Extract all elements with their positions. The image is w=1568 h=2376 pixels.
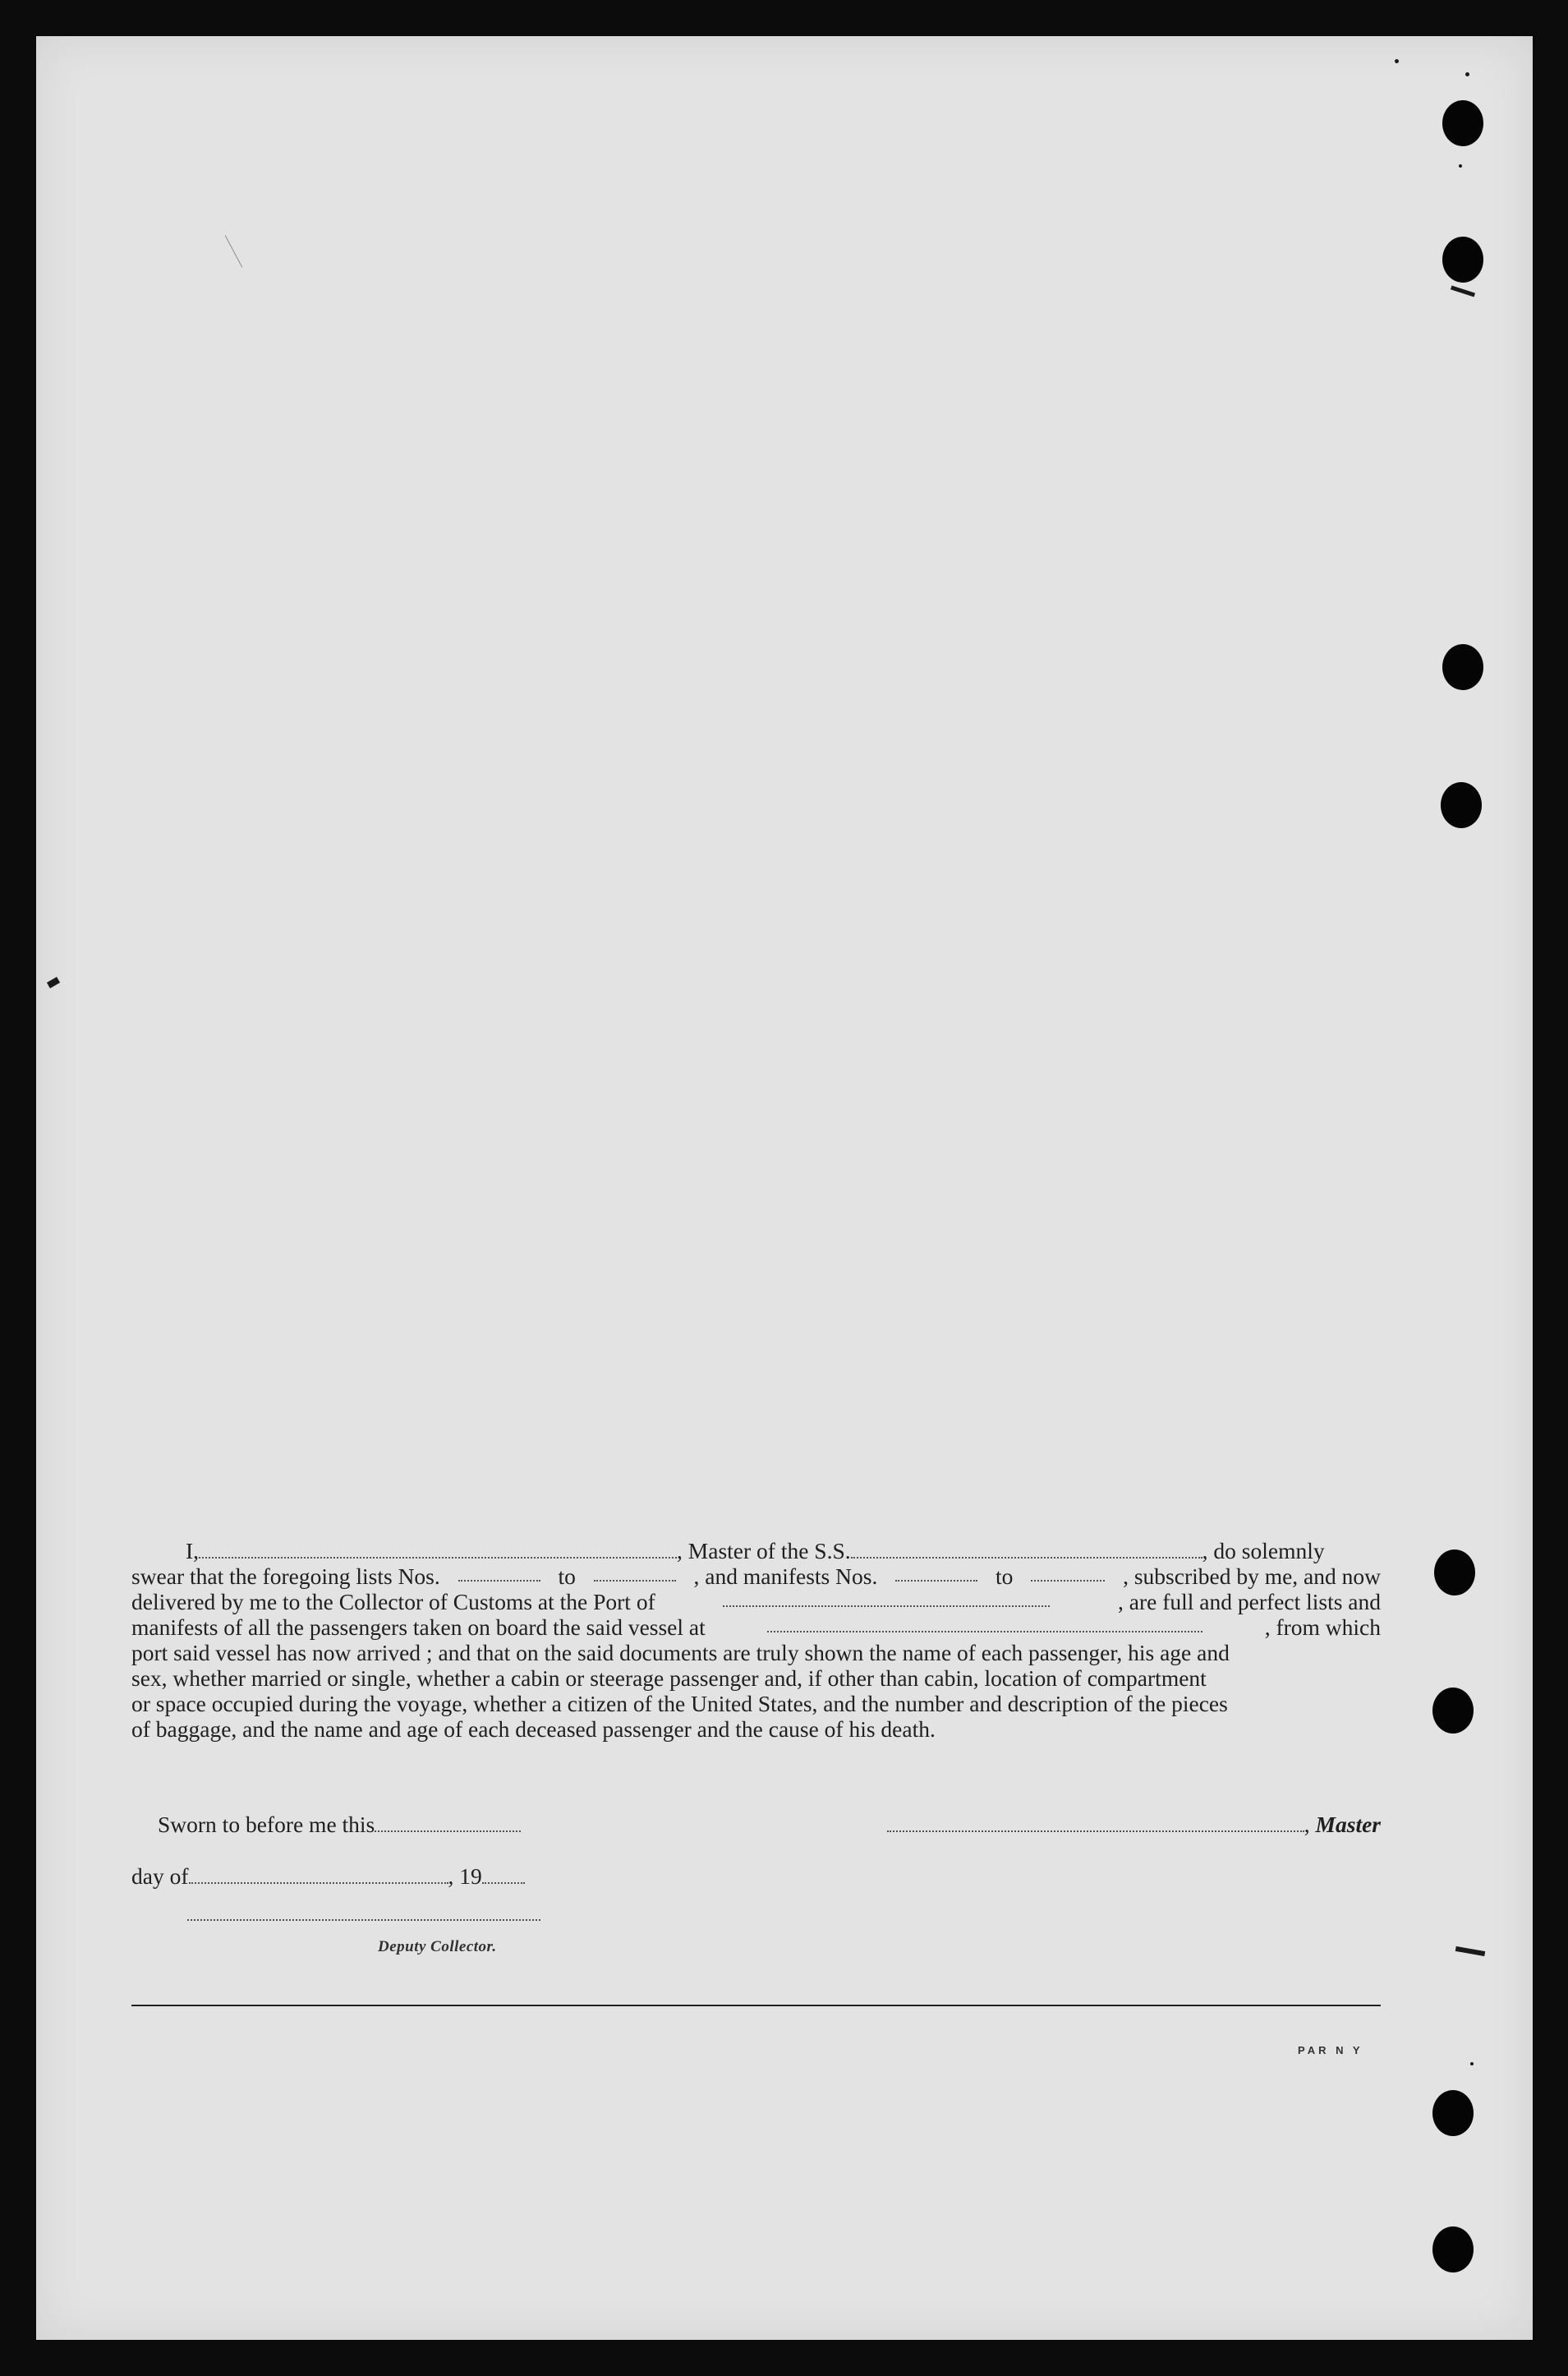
year-label: , 19 <box>448 1863 482 1889</box>
oath-text: , from which <box>1264 1614 1381 1640</box>
punch-hole <box>1442 644 1483 690</box>
oath-text: port said vessel has now arrived ; and that on the said documents are truly shown the name of each passenger, his age and <box>131 1640 1230 1665</box>
form-sheet <box>36 36 1533 2340</box>
list-to-blank <box>594 1563 676 1582</box>
oath-text: manifests of all the passengers taken on board the said vessel at <box>131 1614 706 1640</box>
oath-text: or space occupied during the voyage, whether a citizen of the United States, and the number and description of the pieces <box>131 1691 1228 1716</box>
oath-text: I, <box>186 1538 200 1563</box>
scan-speck <box>1395 59 1399 63</box>
year-blank <box>482 1866 525 1884</box>
oath-text: swear that the foregoing lists Nos. <box>131 1563 440 1589</box>
oath-text: , do solemnly <box>1202 1538 1325 1563</box>
master-comma: , <box>1304 1812 1310 1837</box>
punch-hole <box>1432 2090 1474 2136</box>
oath-line <box>131 1691 1381 1716</box>
oath-paragraph <box>131 1538 1381 1742</box>
oath-text: , subscribed by me, and now <box>1123 1563 1381 1589</box>
punch-hole <box>1441 782 1482 828</box>
oath-text: to <box>996 1563 1014 1589</box>
oath-text: sex, whether married or single, whether a cabin or steerage passenger and, if other than cabin, location of compartment <box>131 1665 1207 1691</box>
oath-text: , Master of the S.S. <box>677 1538 851 1563</box>
embark-port-blank <box>767 1614 1202 1632</box>
oath-line <box>131 1538 1381 1563</box>
oath-text: of baggage, and the name and age of each deceased passenger and the cause of his death. <box>131 1716 936 1742</box>
scan-speck <box>1451 285 1475 297</box>
scan-speck <box>1470 2062 1474 2065</box>
master-name-blank <box>199 1540 677 1559</box>
oath-line <box>131 1665 1381 1691</box>
scan-speck <box>1455 1946 1485 1956</box>
master-label: Master <box>1315 1812 1381 1837</box>
bottom-rule <box>131 2005 1381 2006</box>
punch-hole <box>1442 100 1483 146</box>
punch-hole <box>1432 2226 1474 2272</box>
manifest-from-blank <box>895 1563 977 1582</box>
punch-hole <box>1434 1549 1475 1596</box>
list-from-blank <box>458 1563 540 1582</box>
oath-line <box>131 1614 1381 1640</box>
day-label: day of <box>131 1863 189 1889</box>
punch-hole <box>1442 237 1483 283</box>
scan-speck <box>1459 164 1462 168</box>
oath-text: delivered by me to the Collector of Customs at the Port of <box>131 1589 655 1614</box>
master-signature-blank <box>887 1814 1304 1832</box>
month-blank <box>189 1866 448 1884</box>
oath-text: , are full and perfect lists and <box>1118 1589 1381 1614</box>
oath-line <box>131 1716 1381 1742</box>
scan-speck <box>47 977 60 988</box>
scan-speck <box>1465 72 1469 76</box>
punch-hole <box>1432 1688 1474 1734</box>
oath-line <box>131 1589 1381 1614</box>
day-row <box>131 1863 525 1890</box>
port-blank <box>723 1589 1050 1607</box>
scan-speck <box>225 235 243 267</box>
deputy-collector-label: Deputy Collector. <box>378 1938 497 1955</box>
manifest-to-blank <box>1031 1563 1105 1582</box>
vessel-name-blank <box>851 1540 1202 1559</box>
sworn-label: Sworn to before me this <box>158 1812 375 1837</box>
deputy-signature-line <box>187 1919 540 1921</box>
oath-line <box>131 1640 1381 1665</box>
oath-line <box>131 1563 1381 1589</box>
oath-text: to <box>558 1563 576 1589</box>
oath-text: , and manifests Nos. <box>693 1563 878 1589</box>
printer-mark: PAR N Y <box>1298 2044 1363 2056</box>
sworn-day-blank <box>375 1814 521 1832</box>
